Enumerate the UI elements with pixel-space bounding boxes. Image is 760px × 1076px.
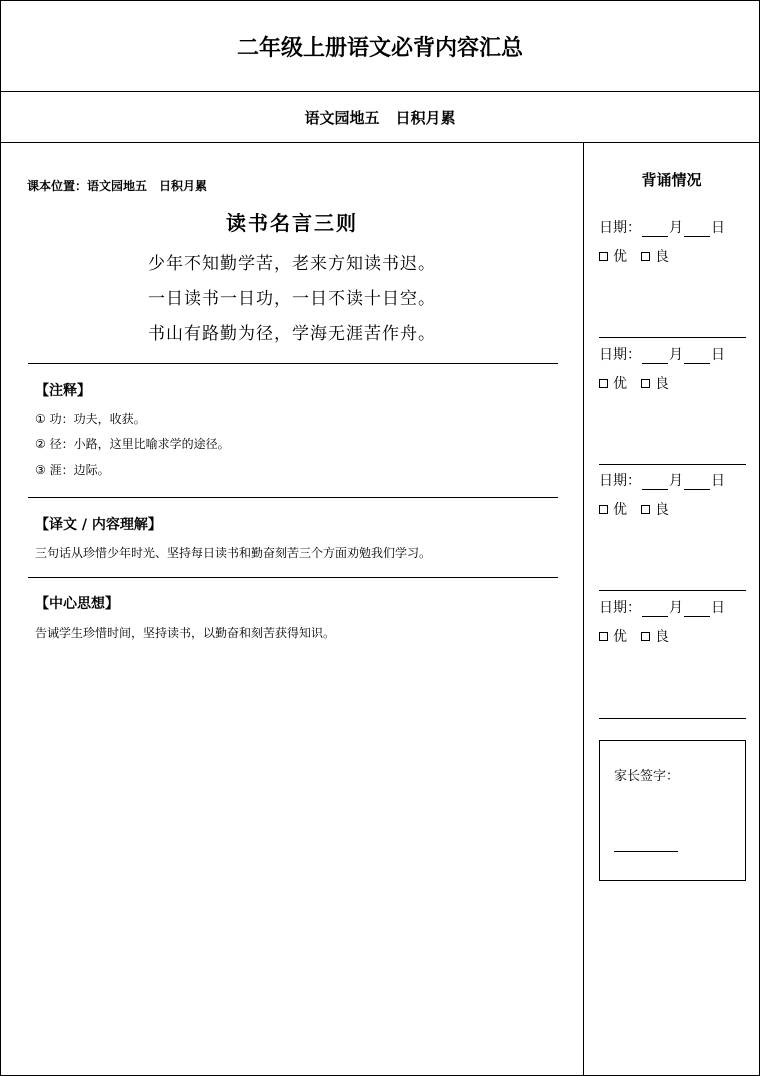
rating-options — [599, 626, 683, 646]
date-label: 日期： — [599, 473, 641, 489]
month-blank[interactable] — [642, 475, 668, 490]
location-part1: 语文园地五 — [87, 179, 148, 193]
excellent-checkbox[interactable] — [599, 252, 608, 261]
subtitle-bar — [1, 92, 759, 143]
parent-signature-label: 家长签字： — [614, 769, 680, 784]
section-divider — [28, 577, 558, 578]
excellent-label: 优 — [613, 502, 627, 518]
rating-options — [599, 246, 683, 266]
note-item: ① 功：功夫，收获。 — [35, 412, 146, 426]
good-checkbox[interactable] — [641, 379, 650, 388]
parent-signature-box[interactable] — [599, 740, 746, 881]
excellent-label: 优 — [613, 376, 627, 392]
rating-options — [599, 499, 683, 519]
theme-heading: 【中心思想】 — [35, 596, 119, 612]
day-blank[interactable] — [684, 602, 710, 617]
location-part2: 日积月累 — [159, 179, 208, 193]
good-label: 良 — [655, 376, 669, 392]
good-checkbox[interactable] — [641, 252, 650, 261]
translation-heading: 【译文 / 内容理解】 — [35, 517, 162, 533]
excellent-label: 优 — [613, 629, 627, 645]
note-item: ③ 涯：边际。 — [35, 463, 110, 477]
block-divider — [599, 590, 746, 591]
date-field[interactable] — [599, 344, 725, 364]
month-blank[interactable] — [642, 349, 668, 364]
poem-line: 书山有路勤为径，学海无涯苦作舟。 — [148, 324, 436, 344]
poem-line: 少年不知勤学苦，老来方知读书迟。 — [148, 254, 436, 274]
month-blank[interactable] — [642, 222, 668, 237]
month-blank[interactable] — [642, 602, 668, 617]
month-label: 月 — [669, 220, 683, 236]
block-divider — [599, 337, 746, 338]
date-label: 日期： — [599, 600, 641, 616]
poem-line: 一日读书一日功，一日不读十日空。 — [148, 289, 436, 309]
date-label: 日期： — [599, 220, 641, 236]
good-label: 良 — [655, 629, 669, 645]
recitation-heading: 背诵情况 — [641, 171, 702, 189]
excellent-checkbox[interactable] — [599, 379, 608, 388]
section-divider — [28, 497, 558, 498]
notes-heading: 【注释】 — [35, 383, 91, 399]
good-checkbox[interactable] — [641, 505, 650, 514]
good-label: 良 — [655, 249, 669, 265]
good-checkbox[interactable] — [641, 632, 650, 641]
day-label: 日 — [711, 347, 725, 363]
translation-text: 三句话从珍惜少年时光、坚持每日读书和勤奋刻苦三个方面劝勉我们学习。 — [35, 546, 432, 560]
month-label: 月 — [669, 347, 683, 363]
day-label: 日 — [711, 473, 725, 489]
excellent-label: 优 — [613, 249, 627, 265]
good-label: 良 — [655, 502, 669, 518]
date-field[interactable] — [599, 470, 725, 490]
signature-line[interactable] — [614, 851, 678, 852]
date-field[interactable] — [599, 217, 725, 237]
recitation-column — [584, 143, 759, 1075]
excellent-checkbox[interactable] — [599, 505, 608, 514]
excellent-checkbox[interactable] — [599, 632, 608, 641]
month-label: 月 — [669, 473, 683, 489]
title-bar — [1, 1, 759, 92]
date-label: 日期： — [599, 347, 641, 363]
section-divider — [28, 363, 558, 364]
subtitle-part2: 日积月累 — [395, 108, 456, 127]
theme-text: 告诫学生珍惜时间，坚持读书，以勤奋和刻苦获得知识。 — [35, 626, 336, 640]
subtitle-part1: 语文园地五 — [304, 108, 380, 127]
day-label: 日 — [711, 600, 725, 616]
day-blank[interactable] — [684, 349, 710, 364]
page-title: 二年级上册语文必背内容汇总 — [236, 35, 523, 61]
rating-options — [599, 373, 683, 393]
day-label: 日 — [711, 220, 725, 236]
location-label: 课本位置： — [27, 179, 88, 193]
textbook-location — [27, 177, 207, 194]
note-item: ② 径：小路，这里比喻求学的途径。 — [35, 437, 230, 451]
month-label: 月 — [669, 600, 683, 616]
poem-title: 读书名言三则 — [226, 211, 358, 235]
block-divider — [599, 718, 746, 719]
day-blank[interactable] — [684, 222, 710, 237]
date-field[interactable] — [599, 597, 725, 617]
content-column — [1, 143, 583, 1075]
block-divider — [599, 464, 746, 465]
day-blank[interactable] — [684, 475, 710, 490]
